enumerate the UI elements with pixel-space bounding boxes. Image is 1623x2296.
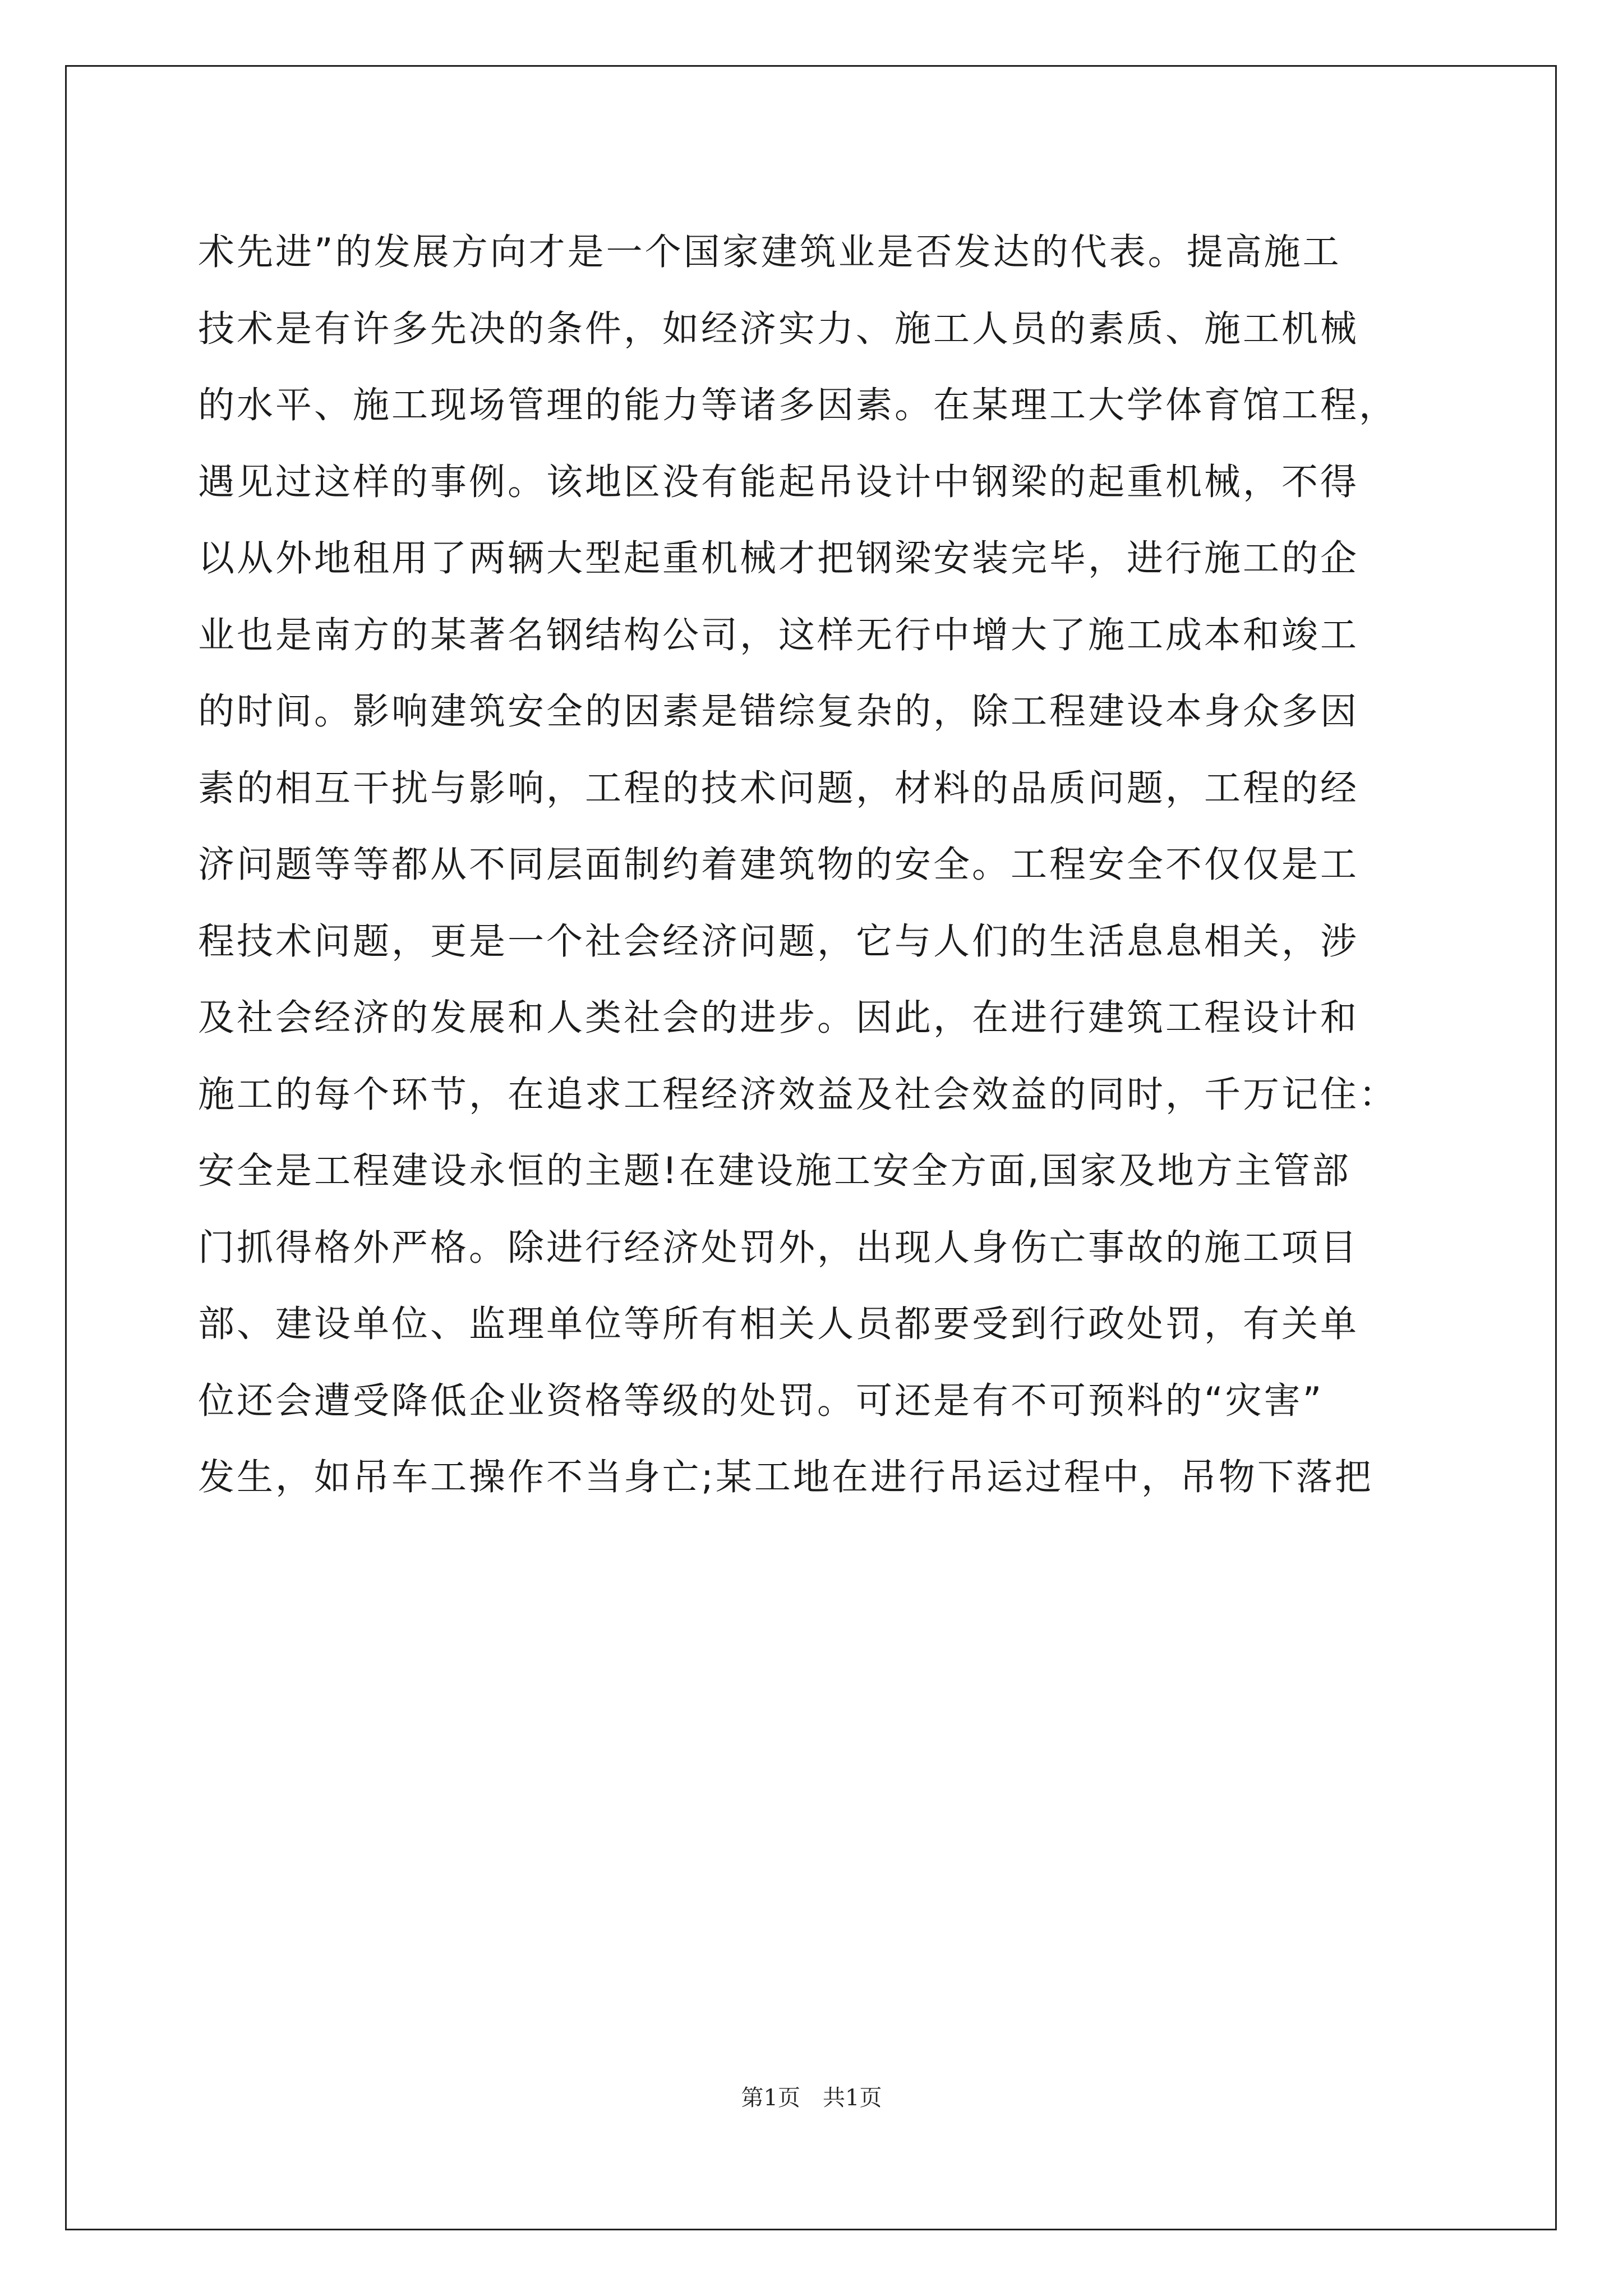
text-line: 施工的每个环节，在追求工程经济效益及社会效益的同时，千万记住： [198, 1073, 1398, 1116]
document-body [198, 214, 1454, 1516]
page-number: 第1页 [741, 2085, 800, 2111]
text-line: 安全是工程建设永恒的主题!在建设施工安全方面,国家及地方主管部 [198, 1150, 1351, 1192]
text-line: 程技术问题，更是一个社会经济问题，它与人们的生活息息相关，涉 [198, 920, 1359, 963]
text-line: 济问题等等都从不同层面制约着建筑物的安全。工程安全不仅仅是工 [198, 844, 1359, 886]
text-line: 素的相互干扰与影响，工程的技术问题，材料的品质问题，工程的经 [198, 767, 1359, 809]
page-footer [0, 2085, 1623, 2111]
text-line: 术先进”的发展方向才是一个国家建筑业是否发达的代表。提高施工 [198, 231, 1341, 273]
text-line: 门抓得格外严格。除进行经济处罚外，出现人身伤亡事故的施工项目 [198, 1226, 1359, 1269]
text-line: 业也是南方的某著名钢结构公司，这样无行中增大了施工成本和竣工 [198, 614, 1359, 656]
page-total: 共1页 [823, 2085, 882, 2111]
text-line: 遇见过这样的事例。该地区没有能起吊设计中钢梁的起重机械，不得 [198, 461, 1359, 503]
text-line: 发生，如吊车工操作不当身亡;某工地在进行吊运过程中，吊物下落把 [198, 1456, 1373, 1498]
text-line: 以从外地租用了两辆大型起重机械才把钢梁安装完毕，进行施工的企 [198, 537, 1359, 579]
text-line: 的时间。影响建筑安全的因素是错综复杂的，除工程建设本身众多因 [198, 691, 1359, 733]
text-line: 的水平、施工现场管理的能力等诸多因素。在某理工大学体育馆工程， [198, 384, 1398, 426]
text-line: 技术是有许多先决的条件，如经济实力、施工人员的素质、施工机械 [198, 307, 1359, 350]
text-line: 及社会经济的发展和人类社会的进步。因此，在进行建筑工程设计和 [198, 997, 1359, 1039]
text-line: 位还会遭受降低企业资格等级的处罚。可还是有不可预料的“灾害” [198, 1379, 1324, 1422]
text-line: 部、建设单位、监理单位等所有相关人员都要受到行政处罚，有关单 [198, 1303, 1359, 1345]
